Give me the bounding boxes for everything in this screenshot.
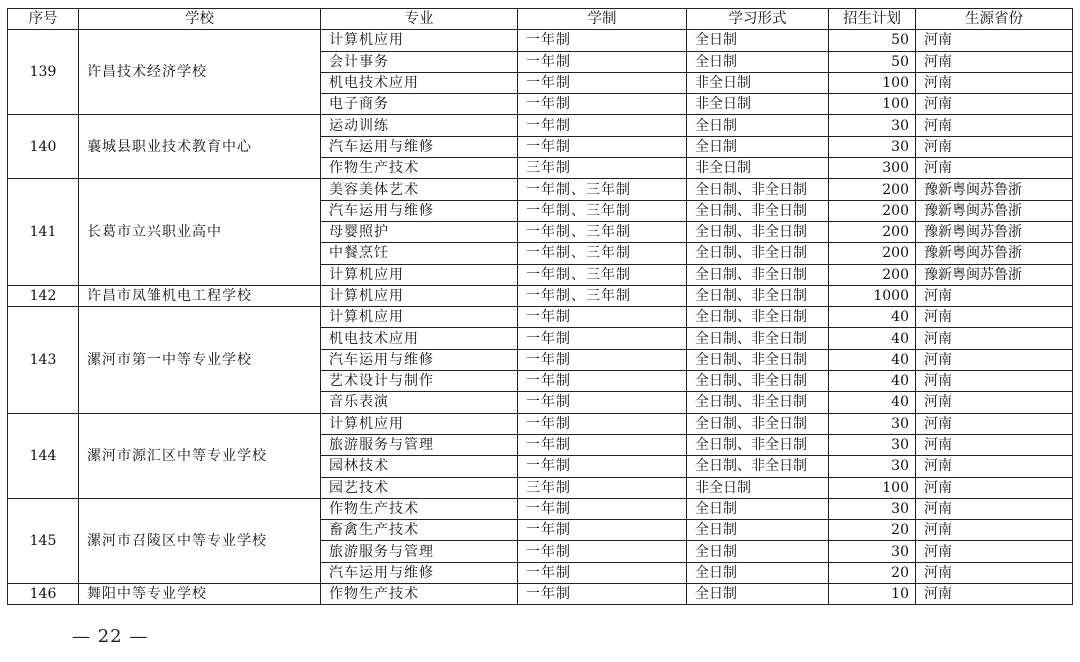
cell-source-province: 河南 — [916, 520, 1073, 541]
cell-enrollment-plan: 40 — [829, 328, 916, 349]
cell-no: 139 — [8, 30, 79, 115]
cell-school: 襄城县职业技术教育中心 — [79, 115, 321, 179]
cell-source-province: 河南 — [916, 72, 1073, 93]
enrollment-table-container — [7, 8, 1072, 605]
cell-study-form: 全日制、非全日制 — [687, 285, 829, 306]
cell-enrollment-plan: 200 — [829, 200, 916, 221]
cell-enrollment-plan: 200 — [829, 243, 916, 264]
cell-study-form: 非全日制 — [687, 72, 829, 93]
cell-duration: 一年制 — [518, 498, 687, 519]
header-cell-source-province: 生源省份 — [916, 9, 1073, 30]
cell-major: 计算机应用 — [321, 264, 518, 285]
cell-study-form: 全日制、非全日制 — [687, 179, 829, 200]
cell-duration: 一年制 — [518, 94, 687, 115]
cell-major: 汽车运用与维修 — [321, 200, 518, 221]
cell-major: 母婴照护 — [321, 221, 518, 242]
cell-duration: 一年制 — [518, 584, 687, 605]
cell-school: 舞阳中等专业学校 — [79, 584, 321, 605]
cell-enrollment-plan: 50 — [829, 51, 916, 72]
cell-duration: 一年制 — [518, 413, 687, 434]
cell-duration: 一年制 — [518, 392, 687, 413]
cell-enrollment-plan: 30 — [829, 498, 916, 519]
cell-enrollment-plan: 30 — [829, 115, 916, 136]
cell-enrollment-plan: 40 — [829, 307, 916, 328]
cell-major: 畜禽生产技术 — [321, 520, 518, 541]
cell-source-province: 河南 — [916, 413, 1073, 434]
cell-duration: 一年制、三年制 — [518, 179, 687, 200]
header-cell-major: 专业 — [321, 9, 518, 30]
cell-major: 计算机应用 — [321, 307, 518, 328]
cell-study-form: 非全日制 — [687, 94, 829, 115]
cell-source-province: 豫新粤闽苏鲁浙 — [916, 179, 1073, 200]
cell-duration: 一年制、三年制 — [518, 285, 687, 306]
cell-source-province: 豫新粤闽苏鲁浙 — [916, 200, 1073, 221]
cell-study-form: 全日制 — [687, 541, 829, 562]
cell-source-province: 河南 — [916, 349, 1073, 370]
cell-duration: 一年制 — [518, 541, 687, 562]
cell-no: 141 — [8, 179, 79, 285]
cell-duration: 一年制 — [518, 307, 687, 328]
cell-study-form: 全日制 — [687, 136, 829, 157]
cell-no: 142 — [8, 285, 79, 306]
cell-study-form: 全日制、非全日制 — [687, 200, 829, 221]
cell-study-form: 全日制、非全日制 — [687, 371, 829, 392]
cell-study-form: 全日制、非全日制 — [687, 456, 829, 477]
table-row — [8, 498, 1073, 519]
cell-duration: 一年制 — [518, 456, 687, 477]
page-number: — 22 — — [72, 626, 149, 647]
cell-duration: 一年制 — [518, 51, 687, 72]
header-cell-school: 学校 — [79, 9, 321, 30]
cell-major: 作物生产技术 — [321, 584, 518, 605]
cell-source-province: 河南 — [916, 30, 1073, 51]
cell-enrollment-plan: 200 — [829, 264, 916, 285]
cell-major: 中餐烹饪 — [321, 243, 518, 264]
cell-major: 计算机应用 — [321, 413, 518, 434]
table-row — [8, 584, 1073, 605]
cell-major: 旅游服务与管理 — [321, 434, 518, 455]
cell-no: 140 — [8, 115, 79, 179]
cell-duration: 三年制 — [518, 477, 687, 498]
cell-source-province: 河南 — [916, 392, 1073, 413]
cell-study-form: 全日制、非全日制 — [687, 392, 829, 413]
cell-source-province: 河南 — [916, 94, 1073, 115]
cell-study-form: 全日制、非全日制 — [687, 221, 829, 242]
cell-enrollment-plan: 300 — [829, 158, 916, 179]
cell-no: 146 — [8, 584, 79, 605]
cell-source-province: 河南 — [916, 158, 1073, 179]
cell-major: 电子商务 — [321, 94, 518, 115]
header-cell-duration: 学制 — [518, 9, 687, 30]
header-cell-no: 序号 — [8, 9, 79, 30]
cell-enrollment-plan: 200 — [829, 221, 916, 242]
cell-no: 144 — [8, 413, 79, 498]
cell-source-province: 豫新粤闽苏鲁浙 — [916, 221, 1073, 242]
cell-study-form: 全日制 — [687, 51, 829, 72]
cell-study-form: 非全日制 — [687, 477, 829, 498]
cell-school: 漯河市召陵区中等专业学校 — [79, 498, 321, 583]
cell-duration: 三年制 — [518, 158, 687, 179]
cell-duration: 一年制、三年制 — [518, 200, 687, 221]
cell-study-form: 全日制 — [687, 115, 829, 136]
cell-source-province: 豫新粤闽苏鲁浙 — [916, 243, 1073, 264]
cell-source-province: 河南 — [916, 434, 1073, 455]
table-body — [8, 30, 1073, 605]
cell-major: 汽车运用与维修 — [321, 349, 518, 370]
cell-duration: 一年制 — [518, 562, 687, 583]
cell-duration: 一年制 — [518, 115, 687, 136]
cell-duration: 一年制 — [518, 520, 687, 541]
cell-study-form: 全日制、非全日制 — [687, 434, 829, 455]
cell-source-province: 河南 — [916, 115, 1073, 136]
cell-source-province: 河南 — [916, 498, 1073, 519]
header-cell-study-form: 学习形式 — [687, 9, 829, 30]
cell-study-form: 全日制、非全日制 — [687, 264, 829, 285]
cell-study-form: 全日制、非全日制 — [687, 349, 829, 370]
cell-enrollment-plan: 30 — [829, 136, 916, 157]
cell-major: 艺术设计与制作 — [321, 371, 518, 392]
cell-source-province: 河南 — [916, 541, 1073, 562]
cell-enrollment-plan: 100 — [829, 72, 916, 93]
cell-major: 计算机应用 — [321, 30, 518, 51]
cell-duration: 一年制 — [518, 30, 687, 51]
cell-major: 美容美体艺术 — [321, 179, 518, 200]
cell-major: 运动训练 — [321, 115, 518, 136]
cell-study-form: 全日制 — [687, 498, 829, 519]
cell-no: 145 — [8, 498, 79, 583]
cell-duration: 一年制 — [518, 328, 687, 349]
header-row — [8, 9, 1073, 30]
cell-source-province: 河南 — [916, 456, 1073, 477]
cell-study-form: 全日制、非全日制 — [687, 413, 829, 434]
table-row — [8, 115, 1073, 136]
cell-enrollment-plan: 200 — [829, 179, 916, 200]
cell-study-form: 全日制 — [687, 30, 829, 51]
cell-enrollment-plan: 100 — [829, 94, 916, 115]
cell-source-province: 豫新粤闽苏鲁浙 — [916, 264, 1073, 285]
cell-enrollment-plan: 100 — [829, 477, 916, 498]
cell-enrollment-plan: 30 — [829, 541, 916, 562]
cell-major: 园林技术 — [321, 456, 518, 477]
cell-major: 音乐表演 — [321, 392, 518, 413]
cell-major: 会计事务 — [321, 51, 518, 72]
cell-duration: 一年制、三年制 — [518, 264, 687, 285]
cell-source-province: 河南 — [916, 371, 1073, 392]
cell-major: 园艺技术 — [321, 477, 518, 498]
cell-source-province: 河南 — [916, 328, 1073, 349]
cell-enrollment-plan: 30 — [829, 434, 916, 455]
cell-enrollment-plan: 30 — [829, 456, 916, 477]
cell-enrollment-plan: 40 — [829, 371, 916, 392]
cell-source-province: 河南 — [916, 136, 1073, 157]
cell-study-form: 全日制、非全日制 — [687, 243, 829, 264]
cell-study-form: 全日制 — [687, 562, 829, 583]
cell-enrollment-plan: 50 — [829, 30, 916, 51]
cell-source-province: 河南 — [916, 584, 1073, 605]
cell-major: 汽车运用与维修 — [321, 136, 518, 157]
cell-study-form: 全日制 — [687, 584, 829, 605]
cell-duration: 一年制 — [518, 136, 687, 157]
header-cell-enrollment-plan: 招生计划 — [829, 9, 916, 30]
table-row — [8, 285, 1073, 306]
cell-enrollment-plan: 40 — [829, 349, 916, 370]
cell-school: 漯河市第一中等专业学校 — [79, 307, 321, 413]
cell-school: 许昌技术经济学校 — [79, 30, 321, 115]
cell-major: 计算机应用 — [321, 285, 518, 306]
table-row — [8, 30, 1073, 51]
cell-duration: 一年制、三年制 — [518, 243, 687, 264]
cell-enrollment-plan: 40 — [829, 392, 916, 413]
cell-duration: 一年制、三年制 — [518, 221, 687, 242]
cell-enrollment-plan: 20 — [829, 562, 916, 583]
cell-enrollment-plan: 30 — [829, 413, 916, 434]
cell-school: 长葛市立兴职业高中 — [79, 179, 321, 285]
cell-source-province: 河南 — [916, 51, 1073, 72]
cell-major: 作物生产技术 — [321, 158, 518, 179]
cell-major: 汽车运用与维修 — [321, 562, 518, 583]
cell-study-form: 全日制、非全日制 — [687, 328, 829, 349]
enrollment-table — [7, 8, 1073, 605]
cell-source-province: 河南 — [916, 562, 1073, 583]
cell-major: 机电技术应用 — [321, 328, 518, 349]
cell-school: 许昌市凤雏机电工程学校 — [79, 285, 321, 306]
cell-enrollment-plan: 20 — [829, 520, 916, 541]
cell-major: 旅游服务与管理 — [321, 541, 518, 562]
cell-duration: 一年制 — [518, 349, 687, 370]
table-row — [8, 307, 1073, 328]
table-row — [8, 179, 1073, 200]
cell-duration: 一年制 — [518, 72, 687, 93]
cell-enrollment-plan: 1000 — [829, 285, 916, 306]
cell-source-province: 河南 — [916, 307, 1073, 328]
cell-major: 作物生产技术 — [321, 498, 518, 519]
cell-no: 143 — [8, 307, 79, 413]
cell-duration: 一年制 — [518, 371, 687, 392]
cell-duration: 一年制 — [518, 434, 687, 455]
cell-enrollment-plan: 10 — [829, 584, 916, 605]
cell-major: 机电技术应用 — [321, 72, 518, 93]
cell-study-form: 非全日制 — [687, 158, 829, 179]
table-row — [8, 413, 1073, 434]
cell-study-form: 全日制、非全日制 — [687, 307, 829, 328]
cell-school: 漯河市源汇区中等专业学校 — [79, 413, 321, 498]
cell-study-form: 全日制 — [687, 520, 829, 541]
cell-source-province: 河南 — [916, 285, 1073, 306]
cell-source-province: 河南 — [916, 477, 1073, 498]
